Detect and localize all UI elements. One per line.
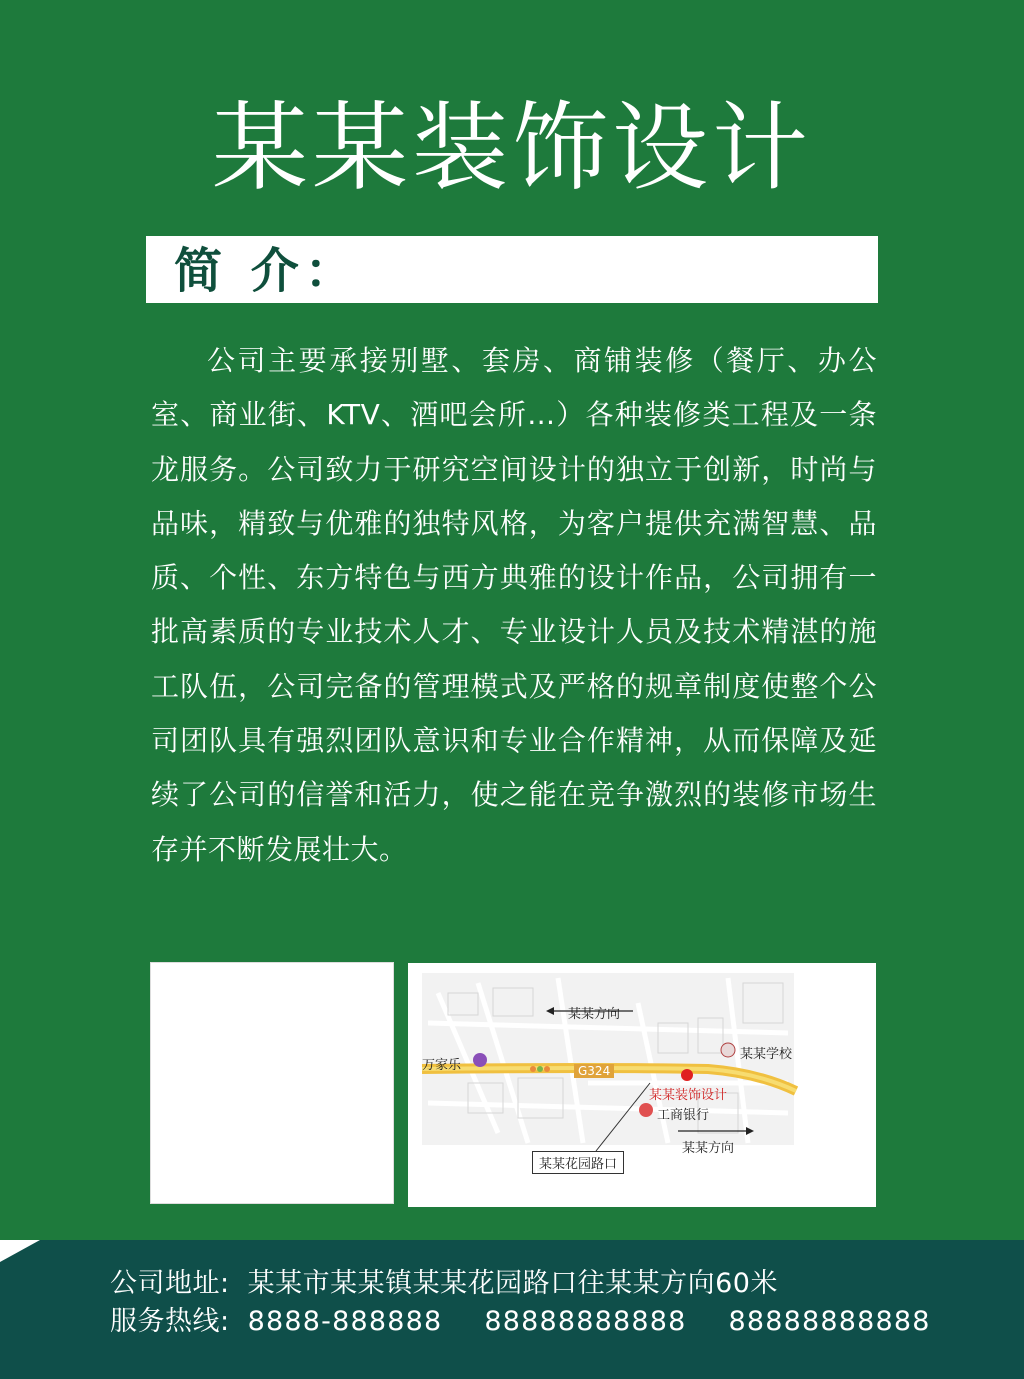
address-value: 某某市某某镇某某花园路口往某某方向60米 xyxy=(247,1268,778,1299)
intro-header-bar xyxy=(146,236,878,303)
map-wanjiale-label: 万家乐 xyxy=(422,1058,462,1073)
footer-address xyxy=(110,1266,778,1302)
map-crossing-label: 某某花园路口 xyxy=(532,1151,624,1174)
footer-hotline xyxy=(110,1304,973,1340)
map-bank-label: 工商银行 xyxy=(657,1108,710,1123)
phone-number-3: 88888888888 xyxy=(728,1306,931,1337)
photo-placeholder xyxy=(150,962,394,1204)
map-school-label: 某某学校 xyxy=(740,1047,793,1062)
page-title: 某某装饰设计 xyxy=(212,92,812,204)
hotline-label: 服务热线: xyxy=(110,1306,230,1337)
map-road-label: G324 xyxy=(574,1064,614,1078)
map-direction-bottom-label: 某某方向 xyxy=(682,1141,735,1156)
footer xyxy=(0,1240,1024,1379)
intro-body-text: 公司主要承接别墅、套房、商铺装修（餐厅、办公室、商业街、KTV、酒吧会所…）各种装修类工程及一条龙服务。公司致力于研究空间设计的独立于创新，时尚与品味，精致与优雅的独特风格，为客户提供充满智慧、品质、个性、东方特色与西方典雅的设计作品，公司拥有一批高素质的专业技术人才、专业设计人员及技术精湛的施工队伍，公司完备的管理模式及严格的规章制度使整个公司团队具有强烈团队意识和专业合作精神，从而保障及延续了公司的信誉和活力，使之能在竞争激烈的装修市场生存并不断发展壮大。 xyxy=(151,344,877,866)
map-graphic xyxy=(408,963,876,1207)
address-label: 公司地址: xyxy=(110,1268,230,1299)
map-direction-top-label: 某某方向 xyxy=(568,1007,621,1022)
intro-label: 简 介： xyxy=(174,243,359,299)
phone-number-1: 8888-888888 xyxy=(247,1306,443,1337)
map-company-label: 某某装饰设计 xyxy=(649,1088,728,1103)
phone-number-2: 88888888888 xyxy=(484,1306,687,1337)
location-map xyxy=(408,963,876,1207)
